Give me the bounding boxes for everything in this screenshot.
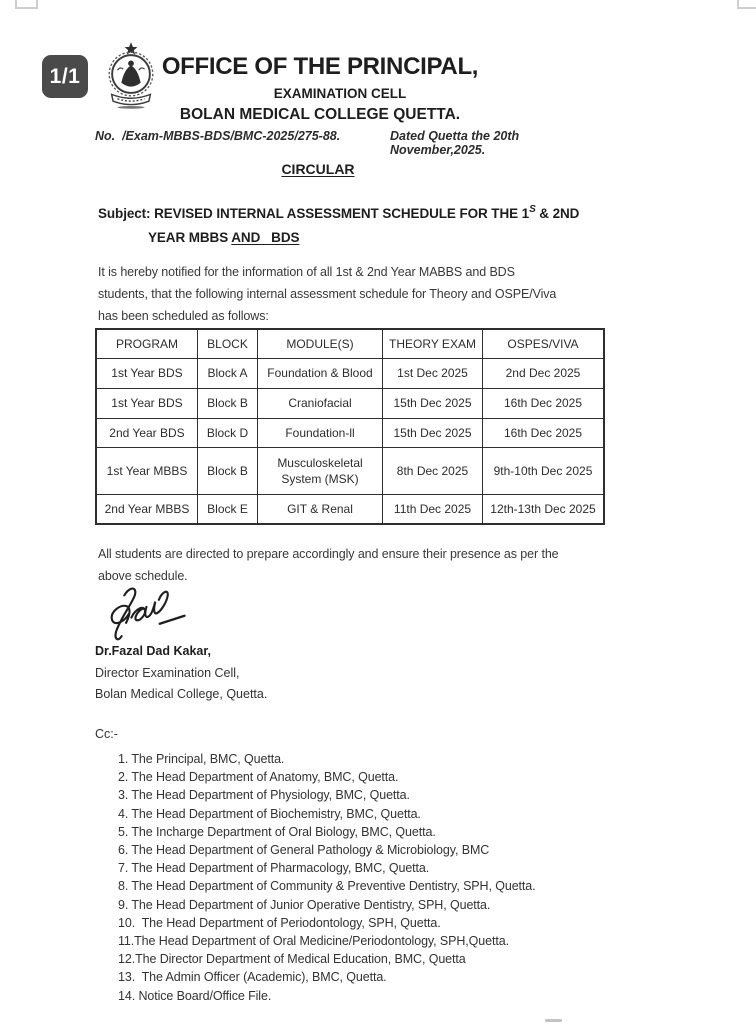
table-row xyxy=(96,358,604,388)
subject-superscript: S xyxy=(529,204,536,215)
signature-icon xyxy=(100,583,200,645)
closing-paragraph: All students are directed to prepare accordingly and ensure their presence as per the above schedule. xyxy=(98,547,559,583)
cell-block: Block B xyxy=(198,388,258,418)
handwritten-signature xyxy=(100,583,200,650)
cell-module: Musculoskeletal System (MSK) xyxy=(258,447,383,494)
examination-cell-title: EXAMINATION CELL xyxy=(273,86,407,101)
cc-item: 8. The Head Department of Community & Preventive Dentistry, SPH, Quetta. xyxy=(118,879,536,894)
cell-theory-date: 8th Dec 2025 xyxy=(383,447,483,494)
cell-program: 2nd Year BDS xyxy=(96,418,198,447)
table-row xyxy=(96,418,604,447)
cell-program: 1st Year BDS xyxy=(96,358,198,388)
signatory-title: Director Examination Cell, xyxy=(95,665,240,680)
cc-item: 3. The Head Department of Physiology, BMC, Quetta. xyxy=(118,788,410,803)
circular-heading xyxy=(0,161,636,177)
cell-block: Block A xyxy=(198,358,258,388)
cell-viva-date: 16th Dec 2025 xyxy=(483,388,605,418)
col-header-theory-exam: THEORY EXAM xyxy=(383,329,483,358)
cell-program: 2nd Year MBBS xyxy=(96,494,198,524)
subject-line2-text: YEAR MBBS xyxy=(148,230,232,245)
page-number-label: 1/1 xyxy=(49,64,81,88)
cc-item: 6. The Head Department of General Pathology & Microbiology, BMC xyxy=(118,843,490,858)
subject-line1 xyxy=(98,198,618,226)
cc-item: 7. The Head Department of Pharmacology, BMC, Quetta. xyxy=(118,861,430,876)
assessment-schedule-table xyxy=(95,328,605,525)
dated-line: Dated Quetta the 20th November,2025. xyxy=(390,129,520,157)
crop-corner-right xyxy=(737,0,756,9)
cc-item: 4. The Head Department of Biochemistry, BMC, Quetta. xyxy=(118,806,421,821)
cc-label: Cc:- xyxy=(95,727,118,741)
subject-line2-underlined: AND BDS xyxy=(231,230,300,245)
table-row xyxy=(96,388,604,418)
office-title: OFFICE OF THE PRINCIPAL, xyxy=(161,53,479,80)
cc-item: 11.The Head Department of Oral Medicine/Periodontology, SPH,Quetta. xyxy=(118,934,509,949)
cc-item: 14. Notice Board/Office File. xyxy=(118,988,272,1003)
col-header-modules: MODULE(S) xyxy=(258,329,383,358)
college-title: BOLAN MEDICAL COLLEGE QUETTA. xyxy=(179,106,461,123)
cc-item: 13. The Admin Officer (Academic), BMC, Quetta. xyxy=(118,970,387,985)
intro-paragraph: It is hereby notified for the information of all 1st & 2nd Year MABBS and BDS students, that the following internal assessment schedule for Theory and OSPE/Viva has been scheduled as follows: xyxy=(98,265,557,323)
cc-item: 10. The Head Department of Periodontology, SPH, Quetta. xyxy=(118,915,441,930)
table-header-row xyxy=(96,329,604,358)
cell-viva-date: 12th-13th Dec 2025 xyxy=(483,494,605,524)
cell-viva-date: 2nd Dec 2025 xyxy=(483,358,605,388)
cc-item: 12.The Director Department of Medical Education, BMC, Quetta xyxy=(118,952,466,967)
cc-item: 5. The Incharge Department of Oral Biology, BMC, Quetta. xyxy=(118,824,436,839)
cell-block: Block E xyxy=(198,494,258,524)
cell-theory-date: 15th Dec 2025 xyxy=(383,418,483,447)
cell-theory-date: 11th Dec 2025 xyxy=(383,494,483,524)
table-row xyxy=(96,494,604,524)
table-row xyxy=(96,447,604,494)
cc-list xyxy=(118,750,638,1005)
circular-heading-text: CIRCULAR xyxy=(281,161,355,177)
cell-block: Block D xyxy=(198,418,258,447)
reference-number: No. /Exam-MBBS-BDS/BMC-2025/275-88. xyxy=(95,129,341,143)
col-header-program: PROGRAM xyxy=(96,329,198,358)
cc-item: 1. The Principal, BMC, Quetta. xyxy=(118,752,285,766)
signatory-org: Bolan Medical College, Quetta. xyxy=(95,687,268,701)
subject-line2 xyxy=(148,226,618,250)
subject-line1-text: Subject: REVISED INTERNAL ASSESSMENT SCHEDULE FOR THE 1 xyxy=(98,206,530,221)
subject-block xyxy=(98,198,618,250)
cell-module: Foundation-ll xyxy=(258,418,383,447)
col-header-ospes-viva: OSPES/VIVA xyxy=(483,329,605,358)
cell-module: Foundation & Blood xyxy=(258,358,383,388)
signatory-name: Dr.Fazal Dad Kakar, xyxy=(95,644,212,658)
cc-item: 9. The Head Department of Junior Operative Dentistry, SPH, Quetta. xyxy=(118,897,491,912)
bottom-edge-artifact xyxy=(545,1019,562,1022)
cell-viva-date: 16th Dec 2025 xyxy=(483,418,605,447)
cell-module: Craniofacial xyxy=(258,388,383,418)
cell-block: Block B xyxy=(198,447,258,494)
cell-program: 1st Year MBBS xyxy=(96,447,198,494)
cell-module: GIT & Renal xyxy=(258,494,383,524)
cell-program: 1st Year BDS xyxy=(96,388,198,418)
subject-line1-tail: & 2ND xyxy=(535,206,580,221)
cell-theory-date: 15th Dec 2025 xyxy=(383,388,483,418)
crop-corner-left xyxy=(15,0,38,9)
cell-theory-date: 1st Dec 2025 xyxy=(383,358,483,388)
cell-viva-date: 9th-10th Dec 2025 xyxy=(483,447,605,494)
col-header-block: BLOCK xyxy=(198,329,258,358)
cc-item: 2. The Head Department of Anatomy, BMC, Quetta. xyxy=(118,770,399,785)
signatory-block xyxy=(95,641,267,706)
